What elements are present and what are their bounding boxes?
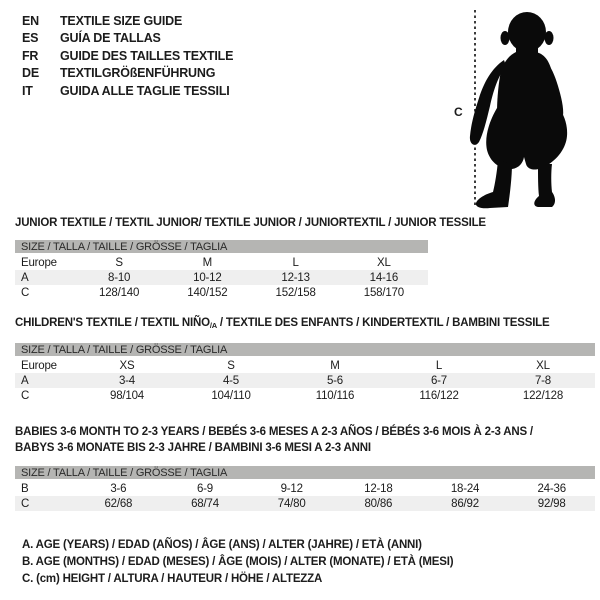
table-cell: L <box>292 256 299 269</box>
lang-row-fr <box>22 47 233 65</box>
lang-code: ES <box>22 31 39 46</box>
table-row <box>15 285 428 300</box>
row-label: C <box>21 286 30 299</box>
row-label: C <box>21 497 30 510</box>
table-cell: 152/158 <box>275 286 316 299</box>
table-cell: 14-16 <box>369 271 399 284</box>
row-label: B <box>21 482 29 495</box>
language-header <box>22 12 233 100</box>
lang-code: IT <box>22 83 33 98</box>
table-cell: 12-13 <box>281 271 310 284</box>
lang-title: GUÍA DE TALLAS <box>60 31 161 46</box>
table-cell: 128/140 <box>99 286 140 299</box>
table-cell: S <box>227 359 235 372</box>
table-cell: 7-8 <box>534 374 552 387</box>
children-title-text: CHILDREN'S TEXTILE / TEXTIL NIÑO <box>15 317 210 329</box>
babies-section-title <box>15 426 533 458</box>
children-title-text: / TEXTILE DES ENFANTS / KINDERTEXTIL / BAMBINI TESSILE <box>216 317 550 329</box>
table-cell: 10-12 <box>193 271 222 284</box>
table-cell: L <box>435 359 443 372</box>
table-cell: 122/128 <box>522 389 564 402</box>
lang-title: TEXTILGRÖßENFÜHRUNG <box>60 66 216 81</box>
row-label: C <box>21 389 30 402</box>
size-header-bar: SIZE / TALLA / TAILLE / GRÖSSE / TAGLIA <box>15 240 428 253</box>
lang-row-es <box>22 30 233 48</box>
table-cell: 110/116 <box>315 389 355 402</box>
babies-title-line1: BABIES 3-6 MONTH TO 2-3 YEARS / BEBÉS 3-6 MESES A 2-3 AÑOS / BÉBÉS 3-6 MOIS À 2-3 ANS / <box>15 426 533 438</box>
babies-size-table <box>15 466 595 511</box>
table-row <box>15 358 595 373</box>
table-cell: 8-10 <box>108 271 131 284</box>
table-cell: 68/74 <box>191 497 219 510</box>
table-cell: 12-18 <box>364 482 393 495</box>
table-row <box>15 388 595 403</box>
footnote-c: C. (cm) HEIGHT / ALTURA / HAUTEUR / HÖHE / ALTEZZA <box>22 572 323 585</box>
footnote-b: B. AGE (MONTHS) / EDAD (MESES) / ÂGE (MOIS) / ALTER (MONATE) / ETÀ (MESI) <box>22 555 454 568</box>
table-cell: 5-6 <box>326 374 344 387</box>
children-size-table <box>15 343 595 403</box>
table-cell: 3-4 <box>118 374 136 387</box>
footnote-a: A. AGE (YEARS) / EDAD (AÑOS) / ÂGE (ANS) / ALTER (JAHRE) / ETÀ (ANNI) <box>22 538 422 551</box>
table-cell: 9-12 <box>280 482 303 495</box>
table-cell: 6-9 <box>196 482 214 495</box>
table-cell: 24-36 <box>537 482 566 495</box>
table-cell: 104/110 <box>211 389 251 402</box>
size-header-bar: SIZE / TALLA / TAILLE / GRÖSSE / TAGLIA <box>15 466 595 479</box>
lang-title: GUIDE DES TAILLES TEXTILE <box>60 48 234 63</box>
lang-title: TEXTILE SIZE GUIDE <box>60 13 183 28</box>
table-cell: 140/152 <box>187 286 228 299</box>
table-cell: 3-6 <box>110 482 127 495</box>
table-cell: 4-5 <box>222 374 240 387</box>
table-cell: 92/98 <box>537 497 566 510</box>
table-cell: 158/170 <box>363 286 404 299</box>
lang-code: FR <box>22 48 39 63</box>
table-cell: 98/104 <box>110 389 144 402</box>
table-cell: 80/86 <box>364 497 393 510</box>
lang-code: DE <box>22 66 39 81</box>
table-row <box>15 255 428 270</box>
babies-title-line2: BABYS 3-6 MONATE BIS 2-3 JAHRE / BAMBINI 3-6 MESI A 2-3 ANNI <box>15 442 371 454</box>
height-measure-label: C <box>454 105 463 119</box>
table-cell: XS <box>119 359 135 372</box>
baby-silhouette-icon <box>464 8 580 210</box>
children-title-subscript: /A <box>209 321 217 330</box>
lang-code: EN <box>22 13 39 28</box>
table-cell: M <box>330 359 340 372</box>
table-cell: S <box>115 256 123 269</box>
row-label: Europe <box>21 256 57 269</box>
lang-row-en <box>22 12 233 30</box>
table-cell: 6-7 <box>430 374 448 387</box>
table-row <box>15 481 595 496</box>
size-header-bar: SIZE / TALLA / TAILLE / GRÖSSE / TAGLIA <box>15 343 595 356</box>
row-label: Europe <box>21 359 57 372</box>
footnotes <box>22 536 453 588</box>
lang-row-it <box>22 82 233 100</box>
table-row <box>15 373 595 388</box>
table-cell: M <box>202 256 213 269</box>
row-label: A <box>21 374 29 387</box>
table-cell: 18-24 <box>450 482 480 495</box>
lang-row-de <box>22 65 233 83</box>
table-cell: 86/92 <box>451 497 479 510</box>
table-cell: 74/80 <box>277 497 306 510</box>
table-cell: XL <box>536 359 550 372</box>
table-cell: 62/68 <box>104 497 133 510</box>
row-label: A <box>21 271 29 284</box>
table-cell: XL <box>377 256 391 269</box>
junior-section-title: JUNIOR TEXTILE / TEXTIL JUNIOR/ TEXTILE JUNIOR / JUNIORTEXTIL / JUNIOR TESSILE <box>15 217 486 229</box>
table-row <box>15 496 595 511</box>
table-row <box>15 270 428 285</box>
table-cell: 116/122 <box>419 389 459 402</box>
children-section-title <box>15 317 549 330</box>
junior-size-table <box>15 240 428 300</box>
lang-title: GUIDA ALLE TAGLIE TESSILI <box>60 83 230 98</box>
